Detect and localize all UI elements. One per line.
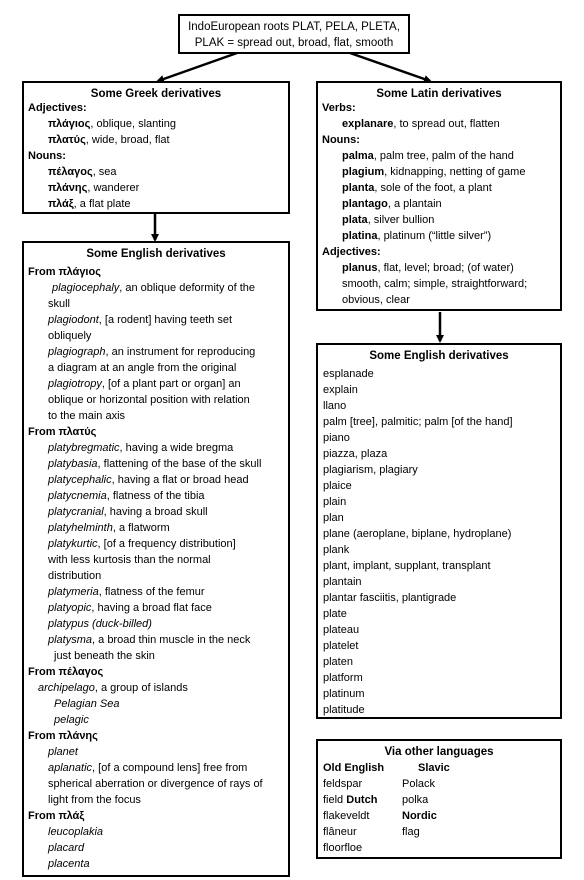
definition: , a group of islands [94, 682, 188, 694]
latin-verbs-label: Verbs: [322, 102, 356, 114]
latin-noun-5 [342, 213, 434, 227]
plagiodont-line-2: obliquely [48, 330, 92, 342]
greek-gloss: , oblique, slanting [90, 118, 176, 130]
from-plagios-heading: From πλάγιος [28, 266, 101, 278]
plagiograph-line-2: a diagram at an angle from the original [48, 362, 237, 374]
from-planes-heading: From πλάνης [28, 730, 98, 742]
pelagian-sea-entry: Pelagian Sea [54, 698, 120, 710]
greek-gloss: , wide, broad, flat [85, 134, 170, 146]
greek-nouns-label: Nouns: [28, 150, 66, 162]
latin-english-item: piano [323, 432, 350, 444]
dutch-label: Dutch [346, 794, 378, 806]
latin-noun-3 [342, 181, 492, 195]
greek-word: πλάγιος [48, 118, 91, 130]
latin-english-item: plantain [323, 576, 362, 588]
latin-english-item: plank [323, 544, 350, 556]
latin-word: platina [342, 230, 378, 242]
latin-english-item: plan [323, 512, 344, 524]
plagiotropy-line-3: to the main axis [48, 410, 126, 422]
latin-english-item: llano [323, 400, 347, 412]
latin-english-item: explain [323, 384, 358, 396]
platybregmatic-entry [48, 441, 233, 455]
latin-english-item: piazza, plaza [323, 448, 388, 460]
latin-english-item: platen [323, 656, 353, 668]
latin-word: palma [342, 150, 374, 162]
latin-english-item: plain [323, 496, 347, 508]
nordic-label: Nordic [402, 810, 437, 822]
term: platyhelminth [48, 522, 113, 534]
term: aplanatic [48, 762, 93, 774]
feldspar-entry: feldspar [323, 778, 363, 790]
latin-derivatives-box [316, 81, 562, 311]
greek-gloss: , wanderer [87, 182, 140, 194]
latin-adjectives-label: Adjectives: [322, 246, 381, 258]
term: platymeria [48, 586, 99, 598]
definition: , [of a plant part or organ] an [101, 378, 241, 390]
latin-english-item: plantar fasciitis, plantigrade [323, 592, 457, 604]
definition: , an instrument for reproducing [105, 346, 256, 358]
latin-english-item: platinum [323, 688, 365, 700]
field-dutch-entry [323, 793, 377, 807]
latin-noun-6 [342, 229, 491, 243]
latin-noun-1 [342, 149, 514, 163]
root-line-1: IndoEuropean roots PLAT, PELA, PLETA, [188, 21, 400, 33]
platykurtic-line-3: distribution [48, 570, 102, 582]
root-box [178, 14, 410, 54]
latin-gloss: , a plantain [387, 198, 442, 210]
plagiocephaly-entry [52, 281, 255, 295]
platycephalic-entry [48, 473, 249, 487]
english-greek-title: Some English derivatives [86, 248, 226, 260]
latin-verb-1 [342, 117, 500, 131]
greek-gloss: , a flat plate [73, 198, 131, 210]
latin-english-item: plant, implant, supplant, transplant [323, 560, 491, 572]
platypus-entry: platypus (duck-billed) [48, 618, 152, 630]
latin-english-item: palm [tree], palmitic; palm [of the hand] [323, 416, 513, 428]
plagiotropy-entry [48, 377, 241, 391]
latin-gloss: , sole of the foot, a plant [374, 182, 492, 194]
term: platycephalic [48, 474, 112, 486]
platykurtic-line-2: with less kurtosis than the normal [48, 554, 211, 566]
platymeria-entry [48, 585, 205, 599]
platybasia-entry [48, 457, 261, 471]
latin-english-item: plateau [323, 624, 360, 636]
latin-adj-1-line-2: smooth, calm; simple, straightforward; [342, 278, 528, 290]
greek-noun-3 [48, 197, 131, 211]
latin-gloss: , silver bullion [367, 214, 435, 226]
latin-noun-2 [342, 165, 525, 179]
definition: , flattening of the base of the skull [97, 458, 262, 470]
aplanatic-line-2: spherical aberration or divergence of rays of [48, 778, 263, 790]
latin-adj-1-line-3: obvious, clear [342, 294, 410, 306]
definition: , flatness of the femur [98, 586, 205, 598]
latin-english-item: esplanade [323, 368, 374, 380]
latin-gloss: , flat, level; broad; (of water) [377, 262, 514, 274]
platysma-line-2: just beneath the skin [54, 650, 155, 662]
polack-entry: Polack [402, 778, 436, 790]
definition: , having a broad flat face [91, 602, 212, 614]
definition: , flatness of the tibia [106, 490, 205, 502]
greek-word: πέλαγος [48, 166, 93, 178]
latin-english-item: plane (aeroplane, biplane, hydroplane) [323, 528, 512, 540]
latin-english-item: platform [323, 672, 363, 684]
other-languages-box [316, 739, 562, 859]
definition: , a flatworm [112, 522, 170, 534]
term: platybasia [48, 458, 98, 470]
term: plagiograph [48, 346, 106, 358]
latin-word: planta [342, 182, 375, 194]
latin-gloss: , kidnapping, netting of game [384, 166, 526, 178]
term: plagiocephaly [52, 282, 120, 294]
term: platycnemia [48, 490, 107, 502]
from-pelagos-heading: From πέλαγος [28, 666, 104, 678]
greek-noun-1 [48, 165, 117, 179]
latin-gloss: , to spread out, flatten [393, 118, 500, 130]
latin-nouns-label: Nouns: [322, 134, 360, 146]
plagiocephaly-line-2: skull [48, 298, 71, 310]
greek-noun-2 [48, 181, 139, 195]
definition: , having a flat or broad head [111, 474, 249, 486]
pelagic-entry: pelagic [54, 714, 89, 726]
platysma-entry [48, 633, 250, 647]
flakeveldt-entry: flakeveldt [323, 810, 370, 822]
english-from-latin-box [316, 343, 562, 719]
greek-word: πλάξ [48, 198, 74, 210]
latin-gloss: , platinum (“little silver”) [377, 230, 492, 242]
plagiodont-entry [48, 313, 232, 327]
root-line-2: PLAK = spread out, broad, flat, smooth [194, 37, 394, 49]
english-from-greek-box [22, 241, 290, 877]
latin-word: plagium [342, 166, 385, 178]
latin-word: explanare [342, 118, 394, 130]
old-english-label: Old English [323, 762, 385, 774]
term: platyopic [48, 602, 92, 614]
term: plagiodont [48, 314, 99, 326]
definition: , [a rodent] having teeth set [98, 314, 233, 326]
arrow-root-to-greek [158, 53, 237, 81]
from-platys-heading: From πλατύς [28, 426, 97, 438]
plagiograph-entry [48, 345, 255, 359]
platykurtic-entry [48, 537, 236, 551]
latin-adj-1 [342, 261, 514, 275]
definition: , [of a compound lens] free from [92, 762, 248, 774]
term: archipelago [38, 682, 95, 694]
greek-derivatives-box [22, 81, 290, 214]
flag-entry: flag [402, 826, 420, 838]
definition: , having a broad skull [103, 506, 208, 518]
polka-entry: polka [402, 794, 429, 806]
platyhelminth-entry [48, 521, 170, 535]
from-plax-heading: From πλάξ [28, 810, 85, 822]
greek-adj-2 [48, 133, 170, 147]
greek-gloss: , sea [92, 166, 117, 178]
latin-english-item: plaice [323, 480, 352, 492]
greek-box-title: Some Greek derivatives [90, 88, 222, 100]
greek-word: πλάνης [48, 182, 88, 194]
slavic-label: Slavic [418, 762, 450, 774]
placard-entry: placard [48, 842, 85, 854]
latin-word: planus [342, 262, 378, 274]
latin-english-item: platitude [323, 704, 365, 716]
latin-gloss: , palm tree, palm of the hand [373, 150, 514, 162]
greek-adj-1 [48, 117, 176, 131]
latin-english-item: platelet [323, 640, 359, 652]
definition: , [of a frequency distribution] [97, 538, 236, 550]
term: platykurtic [48, 538, 98, 550]
plagiotropy-line-2: oblique or horizontal position with relation [48, 394, 250, 406]
floorfloe-entry: floorfloe [323, 842, 363, 854]
flaneur-entry: flâneur [323, 826, 357, 838]
term: platycranial [48, 506, 104, 518]
aplanatic-entry [48, 761, 247, 775]
planet-entry: planet [48, 746, 78, 758]
definition: , an oblique deformity of the [119, 282, 256, 294]
latin-word: plantago [342, 198, 388, 210]
term: platysma [48, 634, 93, 646]
definition: , having a wide bregma [119, 442, 234, 454]
placenta-entry: placenta [48, 858, 90, 870]
greek-adjectives-label: Adjectives: [28, 102, 87, 114]
platycnemia-entry [48, 489, 205, 503]
latin-english-item: plate [323, 608, 347, 620]
aplanatic-line-3: light from the focus [48, 794, 141, 806]
latin-noun-4 [342, 197, 442, 211]
archipelago-entry [38, 681, 188, 695]
platyopic-entry [48, 601, 212, 615]
platycranial-entry [48, 505, 208, 519]
arrow-root-to-latin [350, 53, 430, 81]
leucoplakia-entry: leucoplakia [48, 826, 104, 838]
term: plagiotropy [48, 378, 102, 390]
other-languages-title: Via other languages [384, 746, 494, 758]
latin-box-title: Some Latin derivatives [376, 88, 502, 100]
field-entry: field [323, 794, 344, 806]
latin-english-item: plagiarism, plagiary [323, 464, 418, 476]
definition: , a broad thin muscle in the neck [92, 634, 251, 646]
greek-word: πλατύς [48, 134, 86, 146]
latin-word: plata [342, 214, 368, 226]
term: platybregmatic [48, 442, 120, 454]
english-latin-title: Some English derivatives [369, 350, 509, 362]
